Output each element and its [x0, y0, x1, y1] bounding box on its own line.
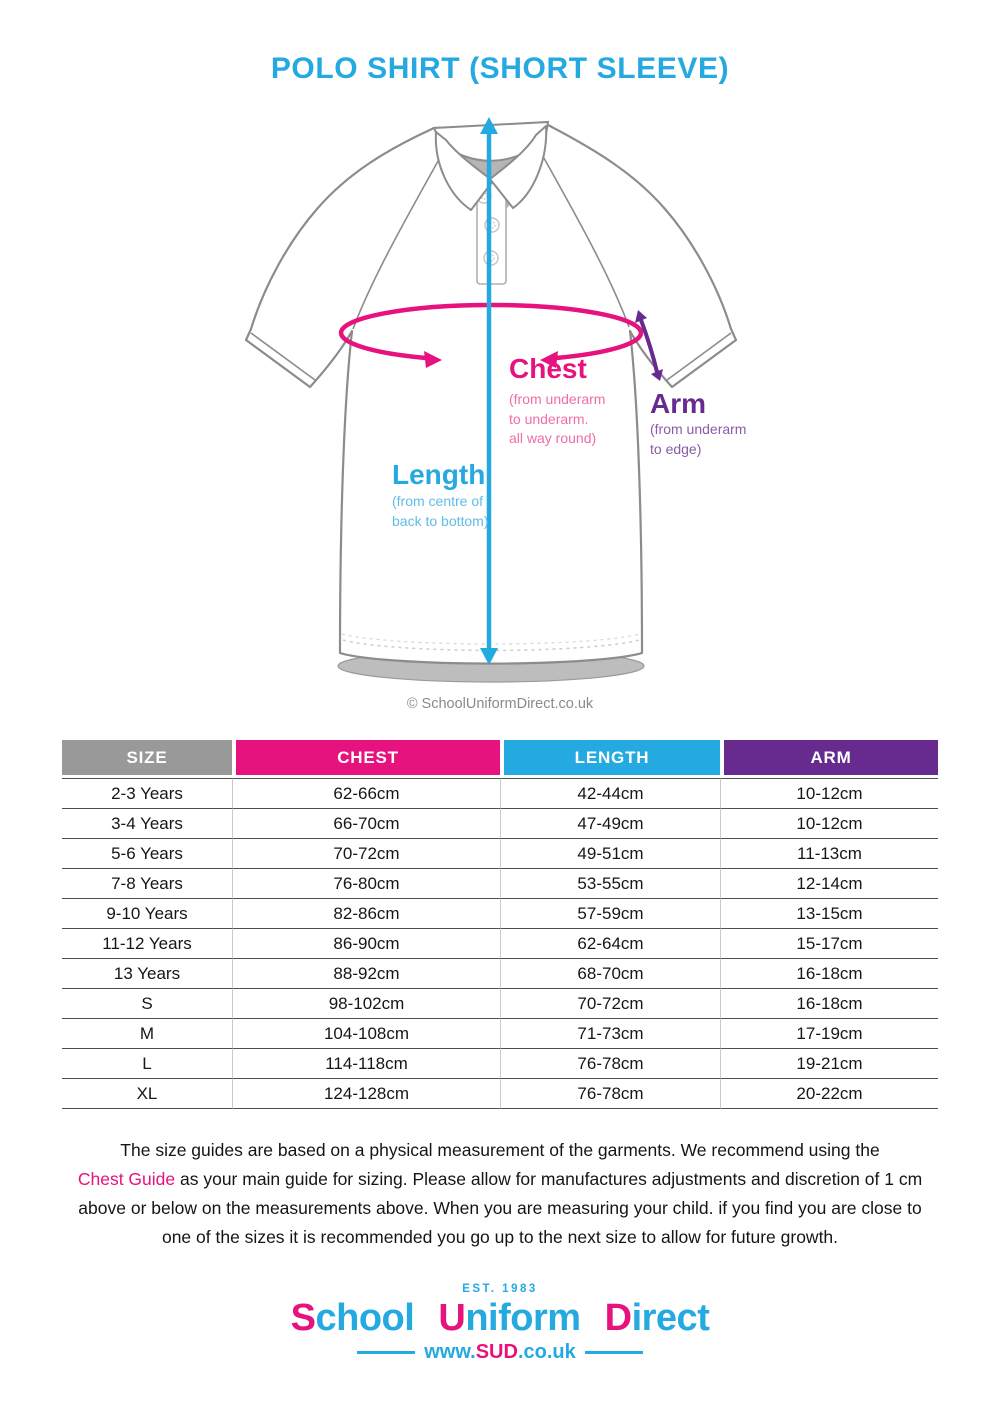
- size-table: [62, 740, 938, 1109]
- polo-shirt-diagram: [0, 110, 1000, 735]
- brand-initial: U: [438, 1297, 466, 1339]
- arm-label-title: Arm: [650, 388, 707, 419]
- note-line4: one of the sizes it is recommended you go up to the next size to allow for future growth.: [161, 1227, 839, 1247]
- arm-label-sub: (from underarm: [650, 421, 747, 437]
- brand-initial: S: [290, 1297, 316, 1339]
- note-line2: as your main guide for sizing. Please allow for manufactures adjustments and discretion of 1 cm: [175, 1169, 923, 1189]
- table-cell: 5-6 Years: [62, 839, 232, 869]
- table-cell: 68-70cm: [500, 959, 720, 989]
- table-row: [62, 1049, 938, 1079]
- table-cell: 16-18cm: [720, 989, 938, 1019]
- table-cell: 15-17cm: [720, 929, 938, 959]
- chest-label-sub: all way round): [509, 430, 597, 446]
- chest-label-title: Chest: [509, 353, 587, 384]
- chest-label-sub: (from underarm: [509, 391, 606, 407]
- chest-guide-highlight: Chest Guide: [77, 1169, 176, 1189]
- sizing-note: [50, 1136, 950, 1252]
- arm-measure-label: [650, 389, 746, 459]
- table-cell: 47-49cm: [500, 809, 720, 839]
- note-line1: The size guides are based on a physical measurement of the garments. We recommend using the: [120, 1140, 880, 1160]
- column-header-chest: CHEST: [232, 740, 500, 778]
- table-cell: M: [62, 1019, 232, 1049]
- rule-left: [357, 1351, 415, 1354]
- brand-word: irect: [631, 1297, 710, 1339]
- column-header-arm: ARM: [720, 740, 938, 778]
- table-cell: 62-64cm: [500, 929, 720, 959]
- table-row: [62, 899, 938, 929]
- table-row: [62, 869, 938, 899]
- table-cell: 9-10 Years: [62, 899, 232, 929]
- table-cell: 71-73cm: [500, 1019, 720, 1049]
- table-cell: 17-19cm: [720, 1019, 938, 1049]
- table-row: [62, 929, 938, 959]
- table-cell: 11-13cm: [720, 839, 938, 869]
- brand-logo: [0, 1283, 1000, 1364]
- table-cell: 3-4 Years: [62, 809, 232, 839]
- table-cell: 42-44cm: [500, 778, 720, 809]
- table-cell: 11-12 Years: [62, 929, 232, 959]
- rule-right: [585, 1351, 643, 1354]
- table-cell: 124-128cm: [232, 1079, 500, 1109]
- chest-measure-label: [509, 354, 605, 449]
- table-cell: 98-102cm: [232, 989, 500, 1019]
- column-header-length: LENGTH: [500, 740, 720, 778]
- table-cell: 76-78cm: [500, 1049, 720, 1079]
- table-cell: 86-90cm: [232, 929, 500, 959]
- table-cell: 88-92cm: [232, 959, 500, 989]
- length-label-sub: (from centre of: [392, 493, 484, 509]
- table-header-row: [62, 740, 938, 778]
- table-cell: 20-22cm: [720, 1079, 938, 1109]
- table-cell: L: [62, 1049, 232, 1079]
- brand-word: niform: [465, 1297, 581, 1339]
- length-label-title: Length: [392, 459, 486, 490]
- table-cell: 53-55cm: [500, 869, 720, 899]
- table-cell: 49-51cm: [500, 839, 720, 869]
- table-cell: 70-72cm: [232, 839, 500, 869]
- table-cell: 104-108cm: [232, 1019, 500, 1049]
- url-sud: SUD: [475, 1341, 518, 1363]
- arm-label-sub: to edge): [650, 440, 702, 457]
- table-row: [62, 839, 938, 869]
- url-tld: .co.uk: [517, 1341, 576, 1363]
- table-row: [62, 809, 938, 839]
- table-cell: 10-12cm: [720, 778, 938, 809]
- column-header-size: SIZE: [62, 740, 232, 778]
- table-row: [62, 1079, 938, 1109]
- table-cell: 66-70cm: [232, 809, 500, 839]
- established-text: EST. 1983: [462, 1283, 538, 1295]
- table-row: [62, 989, 938, 1019]
- length-measure-label: [392, 460, 489, 531]
- url-www: www.: [424, 1341, 476, 1363]
- size-chart: [62, 740, 938, 1109]
- table-cell: 76-80cm: [232, 869, 500, 899]
- table-row: [62, 959, 938, 989]
- table-cell: 82-86cm: [232, 899, 500, 929]
- length-label-sub: back to bottom): [392, 512, 489, 529]
- brand-url: [0, 1341, 1000, 1364]
- table-cell: 114-118cm: [232, 1049, 500, 1079]
- table-cell: 19-21cm: [720, 1049, 938, 1079]
- page-title: POLO SHIRT (SHORT SLEEVE): [270, 52, 730, 85]
- table-cell: 57-59cm: [500, 899, 720, 929]
- table-cell: XL: [62, 1079, 232, 1109]
- table-cell: 76-78cm: [500, 1079, 720, 1109]
- table-cell: 12-14cm: [720, 869, 938, 899]
- brand-word: chool: [315, 1297, 415, 1339]
- table-row: [62, 1019, 938, 1049]
- copyright-line: © SchoolUniformDirect.co.uk: [406, 696, 594, 712]
- table-cell: 13 Years: [62, 959, 232, 989]
- size-table-body: [62, 778, 938, 1109]
- brand-name: [0, 1297, 1000, 1340]
- table-cell: 10-12cm: [720, 809, 938, 839]
- table-cell: 13-15cm: [720, 899, 938, 929]
- chest-label-sub: to underarm.: [509, 410, 589, 427]
- note-line3: above or below on the measurements above. When you are measuring your child. if you find you are close to: [78, 1198, 922, 1218]
- table-row: [62, 778, 938, 809]
- table-cell: 70-72cm: [500, 989, 720, 1019]
- table-cell: 2-3 Years: [62, 778, 232, 809]
- table-cell: 62-66cm: [232, 778, 500, 809]
- table-cell: 16-18cm: [720, 959, 938, 989]
- table-cell: 7-8 Years: [62, 869, 232, 899]
- table-cell: S: [62, 989, 232, 1019]
- brand-initial: D: [604, 1297, 632, 1339]
